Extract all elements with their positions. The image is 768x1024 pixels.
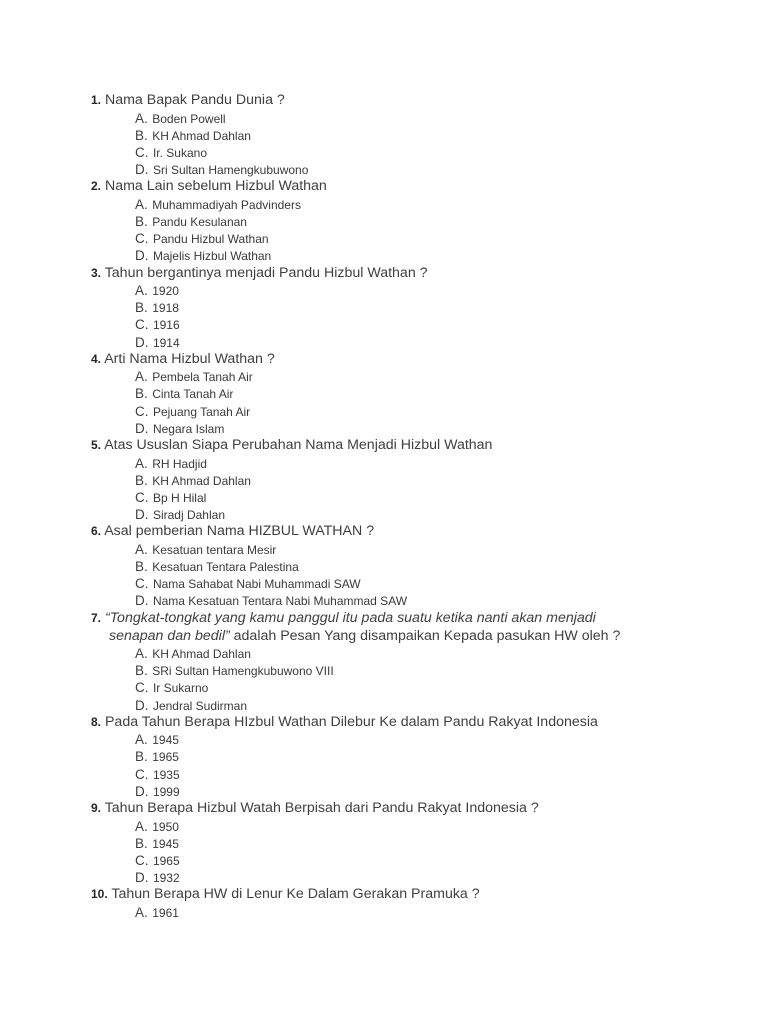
option-c xyxy=(0,316,768,333)
option-letter: B. xyxy=(135,749,148,765)
option-c xyxy=(0,575,768,592)
option-text: 1999 xyxy=(152,784,180,799)
option-text: 1961 xyxy=(152,905,179,920)
option-text: Bp H Hilal xyxy=(152,490,207,505)
option-c xyxy=(0,766,768,783)
question-line xyxy=(0,265,768,283)
option-letter: A. xyxy=(135,455,148,471)
option-list xyxy=(0,282,768,351)
option-b xyxy=(0,472,768,489)
option-text: 1945 xyxy=(152,733,179,748)
option-letter: A. xyxy=(135,646,148,661)
option-text: 1932 xyxy=(152,871,180,886)
question-number: 6. xyxy=(91,524,102,539)
question-text: Pada Tahun Berapa HIzbul Wathan Dilebur Ke dalam Pandu Rakyat Indonesia xyxy=(104,713,598,730)
question-text: Tahun Berapa Hizbul Watah Berpisah dari Pandu Rakyat Indonesia ? xyxy=(104,800,539,816)
quote-text-end: senapan dan bedil” xyxy=(109,628,230,644)
option-letter: B. xyxy=(135,300,148,316)
option-letter: A. xyxy=(135,541,148,557)
option-c xyxy=(0,403,768,420)
question-text: Atas Ususlan Siapa Perubahan Nama Menjadi Hizbul Wathan xyxy=(104,437,493,453)
option-text: KH Ahmad Dahlan xyxy=(152,647,251,661)
option-letter: B. xyxy=(135,663,148,679)
question-8 xyxy=(0,714,768,800)
option-letter: D. xyxy=(135,420,149,436)
question-line xyxy=(0,437,768,455)
option-c xyxy=(0,144,768,161)
option-list xyxy=(0,818,768,887)
option-text: Nama Sahabat Nabi Muhammadi SAW xyxy=(152,577,361,592)
question-line xyxy=(0,610,768,628)
question-4 xyxy=(0,351,768,437)
option-list xyxy=(0,541,768,610)
option-d xyxy=(0,161,768,178)
option-a xyxy=(0,110,768,127)
question-text: Tahun bergantinya menjadi Pandu Hizbul Wathan ? xyxy=(104,264,428,281)
option-b xyxy=(0,299,768,316)
option-list xyxy=(0,455,768,524)
option-a xyxy=(0,904,768,921)
option-c xyxy=(0,852,768,869)
option-text: 1965 xyxy=(152,853,180,868)
option-letter: A. xyxy=(135,369,148,385)
option-letter: B. xyxy=(135,127,148,143)
quote-text: “Tongkat-tongkat yang kamu panggul itu pada suatu ketika nanti akan menjadi xyxy=(104,609,596,626)
option-a xyxy=(0,645,768,662)
option-text: Sri Sultan Hamengkubuwono xyxy=(152,163,309,178)
quiz-page xyxy=(0,92,768,921)
question-5 xyxy=(0,437,768,523)
option-a xyxy=(0,541,768,558)
question-line xyxy=(0,178,768,196)
option-letter: A. xyxy=(135,110,148,126)
option-text: 1918 xyxy=(152,301,179,316)
option-letter: B. xyxy=(135,386,148,402)
question-6 xyxy=(0,523,768,609)
option-letter: D. xyxy=(135,783,149,799)
option-a xyxy=(0,731,768,748)
option-list xyxy=(0,110,768,179)
option-d xyxy=(0,420,768,437)
option-c xyxy=(0,489,768,506)
option-list xyxy=(0,904,768,921)
option-b xyxy=(0,558,768,575)
question-line xyxy=(0,523,768,541)
question-number: 10. xyxy=(91,887,108,902)
option-text: Pandu Hizbul Wathan xyxy=(152,232,269,247)
option-text: Kesatuan Tentara Palestina xyxy=(152,559,299,574)
option-list xyxy=(0,645,768,714)
option-text: Pejuang Tanah Air xyxy=(152,404,251,419)
option-text: 1965 xyxy=(152,750,179,765)
option-letter: A. xyxy=(135,732,148,748)
option-b xyxy=(0,835,768,852)
option-text: 1920 xyxy=(152,284,179,298)
option-list xyxy=(0,196,768,265)
option-letter: C. xyxy=(135,852,149,868)
question-1 xyxy=(0,92,768,178)
option-letter: D. xyxy=(135,697,149,713)
option-d xyxy=(0,506,768,523)
option-d xyxy=(0,592,768,609)
question-number: 1. xyxy=(91,93,102,107)
question-number: 2. xyxy=(91,179,102,194)
option-text: KH Ahmad Dahlan xyxy=(152,473,251,488)
question-2 xyxy=(0,178,768,264)
option-list xyxy=(0,731,768,800)
question-10 xyxy=(0,886,768,921)
option-text: 1950 xyxy=(152,819,179,834)
option-text: KH Ahmad Dahlan xyxy=(152,128,251,143)
option-letter: D. xyxy=(135,593,149,609)
option-letter: D. xyxy=(135,334,149,350)
question-number: 4. xyxy=(91,351,102,366)
option-a xyxy=(0,282,768,299)
option-text: 1945 xyxy=(152,836,179,851)
question-number: 5. xyxy=(91,438,102,452)
option-d xyxy=(0,783,768,800)
option-text: Siradj Dahlan xyxy=(152,508,225,523)
question-line xyxy=(0,800,768,818)
question-line xyxy=(0,886,768,904)
option-letter: D. xyxy=(135,248,149,264)
option-text: 1935 xyxy=(152,767,180,782)
option-d xyxy=(0,697,768,714)
option-text: Negara Islam xyxy=(152,421,225,436)
option-letter: C. xyxy=(135,144,149,160)
question-text: Tahun Berapa HW di Lenur Ke Dalam Gerakan Pramuka ? xyxy=(111,886,480,903)
option-b xyxy=(0,213,768,230)
option-text: Majelis Hizbul Wathan xyxy=(152,249,272,264)
option-text: Pembela Tanah Air xyxy=(152,370,253,385)
option-c xyxy=(0,679,768,696)
option-letter: B. xyxy=(135,213,148,229)
question-9 xyxy=(0,800,768,886)
option-letter: C. xyxy=(135,403,149,419)
option-text: Ir Sukarno xyxy=(152,681,209,696)
option-a xyxy=(0,455,768,472)
question-text: Asal pemberian Nama HIZBUL WATHAN ? xyxy=(104,523,375,540)
option-a xyxy=(0,818,768,835)
option-text: SRi Sultan Hamengkubuwono VIII xyxy=(152,664,334,679)
question-line xyxy=(0,92,768,110)
question-text: Nama Bapak Pandu Dunia ? xyxy=(104,92,285,108)
option-text: Boden Powell xyxy=(152,111,226,126)
option-letter: D. xyxy=(135,507,149,523)
option-a xyxy=(0,368,768,385)
option-b xyxy=(0,127,768,144)
option-letter: C. xyxy=(135,766,149,782)
option-letter: A. xyxy=(135,904,148,920)
question-3 xyxy=(0,265,768,351)
option-text: Ir. Sukano xyxy=(152,145,207,160)
option-text: Pandu Kesulanan xyxy=(152,214,247,229)
question-line xyxy=(0,714,768,732)
question-text: Arti Nama Hizbul Wathan ? xyxy=(104,350,275,367)
question-line-continued xyxy=(0,627,768,645)
option-text: Cinta Tanah Air xyxy=(152,387,234,402)
option-letter: D. xyxy=(135,870,149,886)
option-text: Kesatuan tentara Mesir xyxy=(152,542,277,557)
option-letter: D. xyxy=(135,162,149,178)
option-d xyxy=(0,247,768,264)
question-line xyxy=(0,351,768,369)
option-letter: C. xyxy=(135,317,149,333)
option-letter: A. xyxy=(135,283,148,298)
option-text: Jendral Sudirman xyxy=(152,698,248,713)
option-a xyxy=(0,196,768,213)
question-text: Nama Lain sebelum Hizbul Wathan xyxy=(104,178,327,195)
option-d xyxy=(0,869,768,886)
option-c xyxy=(0,230,768,247)
option-b xyxy=(0,662,768,679)
option-b xyxy=(0,748,768,765)
question-number: 3. xyxy=(91,265,102,280)
option-text: RH Hadjid xyxy=(152,456,207,471)
question-7 xyxy=(0,610,768,714)
option-text: Muhammadiyah Padvinders xyxy=(152,197,301,212)
question-number: 7. xyxy=(91,610,102,625)
option-text: 1916 xyxy=(152,318,180,333)
option-letter: A. xyxy=(135,196,148,212)
option-text: 1914 xyxy=(152,335,180,350)
question-quote-line1 xyxy=(105,610,596,626)
option-text: Nama Kesatuan Tentara Nabi Muhammad SAW xyxy=(152,594,408,609)
option-list xyxy=(0,368,768,437)
option-d xyxy=(0,334,768,351)
option-letter: B. xyxy=(135,558,148,574)
option-letter: C. xyxy=(135,576,149,592)
option-letter: A. xyxy=(135,818,148,834)
option-letter: B. xyxy=(135,472,148,488)
question-number: 8. xyxy=(91,714,102,729)
option-letter: C. xyxy=(135,680,149,696)
option-letter: B. xyxy=(135,835,148,851)
option-b xyxy=(0,385,768,402)
question-text-rest: adalah Pesan Yang disampaikan Kepada pasukan HW oleh ? xyxy=(229,628,621,644)
option-letter: C. xyxy=(135,231,149,247)
option-letter: C. xyxy=(135,489,149,505)
question-number: 9. xyxy=(91,801,102,815)
